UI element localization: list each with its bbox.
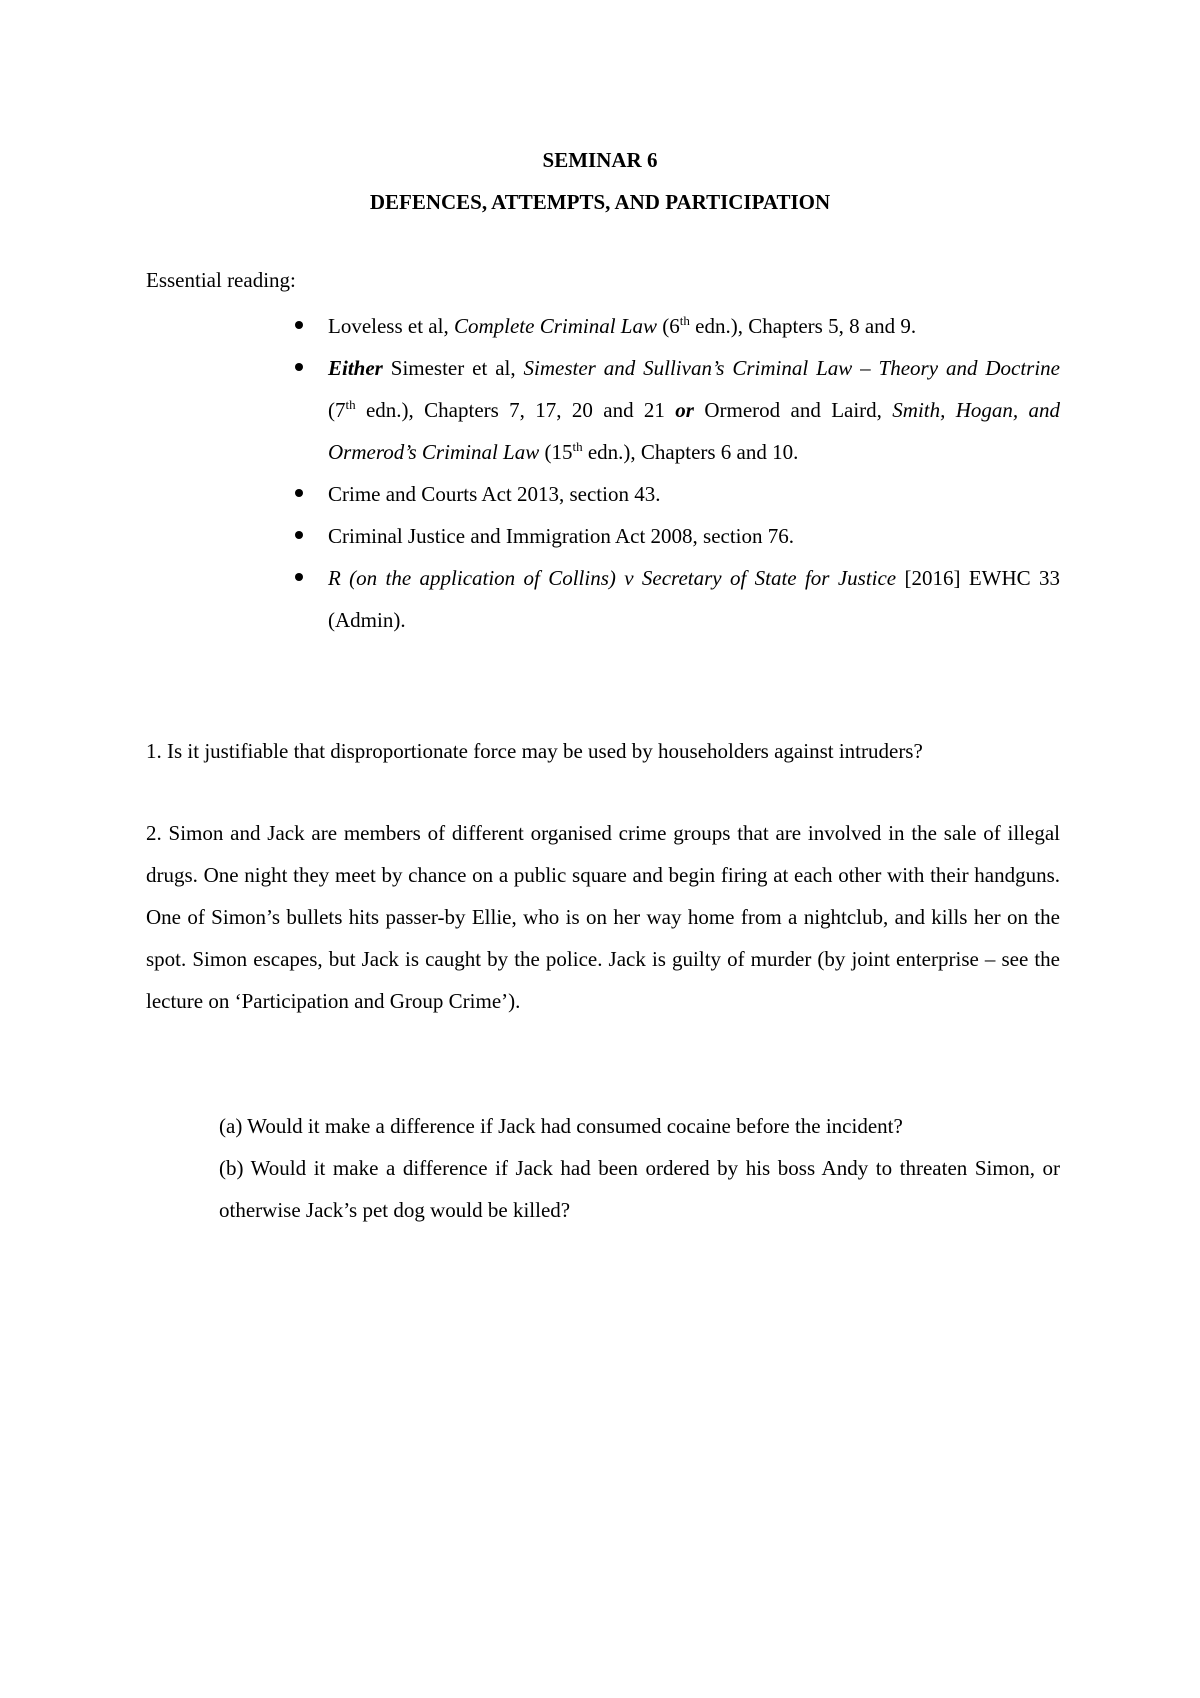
chapters-text: edn.), Chapters 5, 8 and 9. [689,314,917,338]
question-2: 2. Simon and Jack are members of different organised crime groups that are involved in the sale of illegal drugs. One night they meet by chance on a public square and begin firing at each other with their handguns. One of Simon’s bullets hits passer-by Ellie, who is on her way home from a nightclub, and kills her on the spot. Simon escapes, but Jack is caught by the police. Jack is guilty of murder (by joint enterprise – see the lecture on ‘Participation and Group Crime’). [146,821,1060,1013]
reading-item-loveless [328,305,1060,347]
edition-superscript: th [572,439,583,454]
edition-text: (6 [657,314,680,338]
either-keyword: Either [328,356,383,380]
author-text: Loveless et al, [328,314,454,338]
author-text: Ormerod and Laird, [693,398,893,422]
bullet-icon [295,573,303,581]
bullet-icon [295,531,303,539]
case-name: R (on the application of Collins) v Secretary of State for Justice [328,566,897,590]
book-title: Smith, Hogan, and Ormerod’s Criminal Law [328,398,1060,464]
reading-item-simester-or-ormerod [328,347,1060,473]
edition-superscript: th [679,313,690,328]
book-title: Complete Criminal Law [453,314,657,338]
case-citation: [2016] EWHC 33 (Admin). [328,566,1060,632]
reading-item-crime-courts-act [328,473,1060,515]
bullet-icon [295,321,303,329]
or-keyword: or [675,398,694,422]
chapters-text: edn.), Chapters 7, 17, 20 and 21 [355,398,676,422]
statute-text: Criminal Justice and Immigration Act 2008, section 76. [328,524,795,548]
reading-list [328,305,1060,641]
seminar-subtitle: DEFENCES, ATTEMPTS, AND PARTICIPATION [369,190,831,214]
book-title: Simester and Sullivan’s Criminal Law – Theory and Doctrine [523,356,1060,380]
edition-text: (7 [328,398,346,422]
question-2a: (a) Would it make a difference if Jack had consumed cocaine before the incident? [219,1114,903,1138]
author-text: Simester et al, [382,356,524,380]
edition-text: (15 [539,440,573,464]
seminar-title: SEMINAR 6 [542,148,658,172]
reading-item-collins-case [328,557,1060,641]
chapters-text: edn.), Chapters 6 and 10. [582,440,799,464]
question-1: 1. Is it justifiable that disproportionate force may be used by householders against intruders? [146,739,923,763]
question-2b: (b) Would it make a difference if Jack had been ordered by his boss Andy to threaten Simon, or otherwise Jack’s pet dog would be killed? [219,1156,1060,1222]
essential-reading-label: Essential reading: [146,268,296,292]
reading-item-cjia [328,515,1060,557]
edition-superscript: th [345,397,356,412]
bullet-icon [295,489,303,497]
bullet-icon [295,363,303,371]
statute-text: Crime and Courts Act 2013, section 43. [328,482,661,506]
